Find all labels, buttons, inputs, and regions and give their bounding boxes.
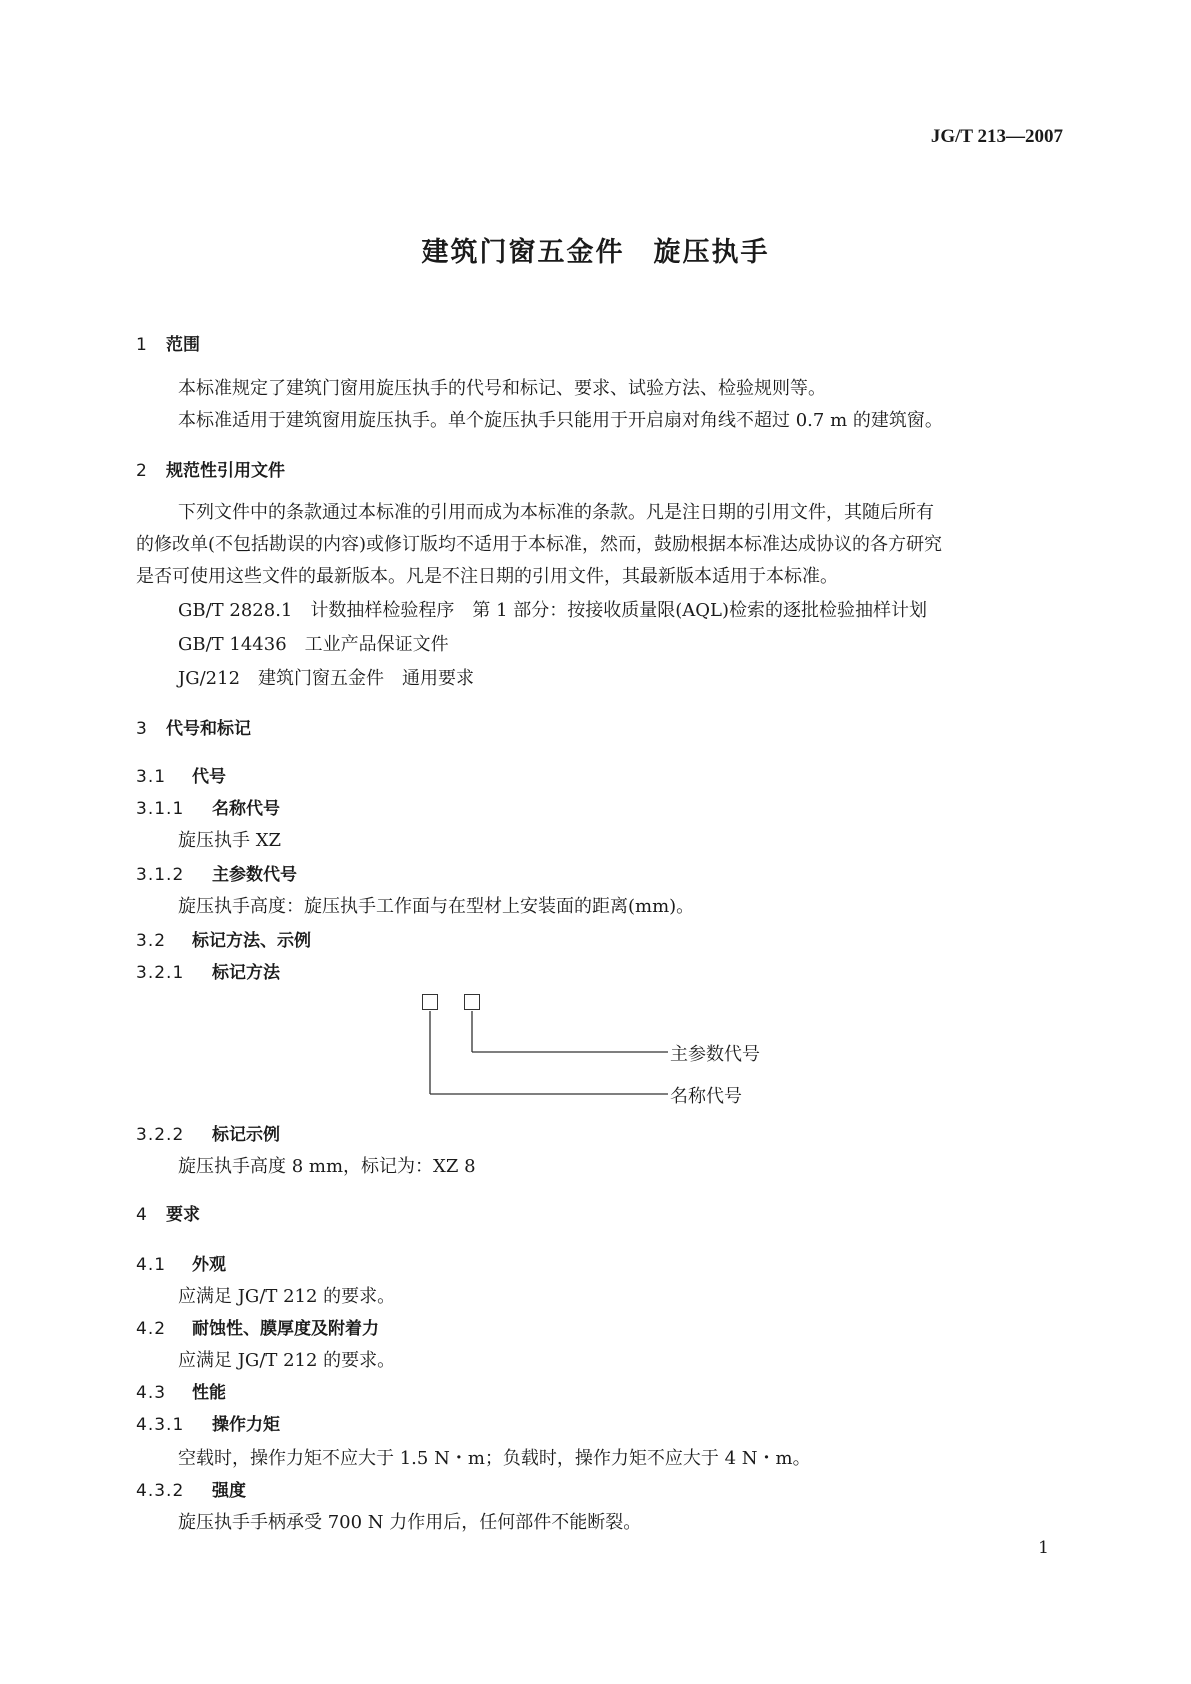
subsection-number: 4.3 — [136, 1383, 167, 1403]
section-title: 范围 — [166, 335, 200, 355]
subsection-3-1-2-text: 旋压执手高度：旋压执手工作面与在型材上安装面的距离(mm)。 — [178, 896, 695, 917]
subsection-title: 名称代号 — [212, 799, 280, 819]
subsection-4-1-heading — [136, 1250, 226, 1275]
reference-item: GB/T 14436 工业产品保证文件 — [178, 634, 449, 655]
subsection-title: 标记方法 — [212, 963, 280, 983]
subsection-title: 标记示例 — [212, 1125, 280, 1145]
subsection-3-1-1-text: 旋压执手 XZ — [178, 830, 282, 851]
subsection-title: 外观 — [192, 1255, 226, 1275]
reference-item: JG/212 建筑门窗五金件 通用要求 — [178, 668, 475, 689]
main-parameter-label: 主参数代号 — [670, 1044, 760, 1065]
subsection-4-3-heading — [136, 1378, 226, 1403]
section-1-paragraph-1: 本标准规定了建筑门窗用旋压执手的代号和标记、要求、试验方法、检验规则等。 — [178, 378, 826, 399]
section-1-paragraph-2: 本标准适用于建筑窗用旋压执手。单个旋压执手只能用于开启扇对角线不超过 0.7 m 的建筑窗。 — [178, 410, 943, 431]
subsection-number: 3.1 — [136, 767, 167, 787]
subsection-number: 4.2 — [136, 1319, 167, 1339]
subsection-number: 3.2.2 — [136, 1125, 185, 1145]
reference-item: GB/T 2828.1 计数抽样检验程序 第 1 部分：按接收质量限(AQL)检索的逐批检验抽样计划 — [178, 600, 928, 621]
section-title: 规范性引用文件 — [166, 461, 285, 481]
subsection-title: 操作力矩 — [212, 1415, 280, 1435]
subsection-3-2-2-text: 旋压执手高度 8 mm，标记为：XZ 8 — [178, 1156, 476, 1177]
subsection-number: 3.1.2 — [136, 865, 185, 885]
subsection-number: 3.2 — [136, 931, 167, 951]
section-2-paragraph-line-1: 下列文件中的条款通过本标准的引用而成为本标准的条款。凡是注日期的引用文件，其随后所有 — [178, 502, 934, 523]
subsection-4-1-text: 应满足 JG/T 212 的要求。 — [178, 1286, 396, 1307]
section-title: 代号和标记 — [166, 719, 251, 739]
section-number: 3 — [136, 719, 147, 739]
subsection-number: 4.1 — [136, 1255, 167, 1275]
name-code-label: 名称代号 — [670, 1086, 742, 1107]
subsection-title: 标记方法、示例 — [192, 931, 311, 951]
section-4-heading — [136, 1200, 200, 1225]
subsection-number: 3.1.1 — [136, 799, 185, 819]
subsection-4-3-2-text: 旋压执手手柄承受 700 N 力作用后，任何部件不能断裂。 — [178, 1512, 642, 1533]
subsection-4-2-heading — [136, 1314, 379, 1339]
subsection-title: 强度 — [212, 1481, 246, 1501]
subsection-4-3-2-heading — [136, 1476, 246, 1501]
document-title: 建筑门窗五金件 旋压执手 — [421, 237, 770, 268]
section-title: 要求 — [166, 1205, 200, 1225]
section-number: 1 — [136, 335, 147, 355]
subsection-number: 4.3.1 — [136, 1415, 185, 1435]
subsection-4-3-1-text: 空载时，操作力矩不应大于 1.5 N・m；负载时，操作力矩不应大于 4 N・m。 — [178, 1448, 811, 1469]
subsection-number: 3.2.1 — [136, 963, 185, 983]
page-number: 1 — [1038, 1538, 1049, 1558]
subsection-title: 代号 — [192, 767, 226, 787]
subsection-3-2-2-heading — [136, 1120, 280, 1145]
section-number: 2 — [136, 461, 147, 481]
section-number: 4 — [136, 1205, 147, 1225]
subsection-title: 耐蚀性、膜厚度及附着力 — [192, 1319, 379, 1339]
subsection-number: 4.3.2 — [136, 1481, 185, 1501]
standard-code: JG/T 213—2007 — [930, 126, 1063, 147]
section-2-paragraph-line-2: 的修改单(不包括勘误的内容)或修订版均不适用于本标准，然而，鼓励根据本标准达成协议的各方研究 — [136, 534, 943, 555]
subsection-title: 主参数代号 — [212, 865, 297, 885]
section-2-paragraph-line-3: 是否可使用这些文件的最新版本。凡是不注日期的引用文件，其最新版本适用于本标准。 — [136, 566, 838, 587]
subsection-title: 性能 — [192, 1383, 226, 1403]
subsection-4-2-text: 应满足 JG/T 212 的要求。 — [178, 1350, 396, 1371]
subsection-4-3-1-heading — [136, 1410, 280, 1435]
